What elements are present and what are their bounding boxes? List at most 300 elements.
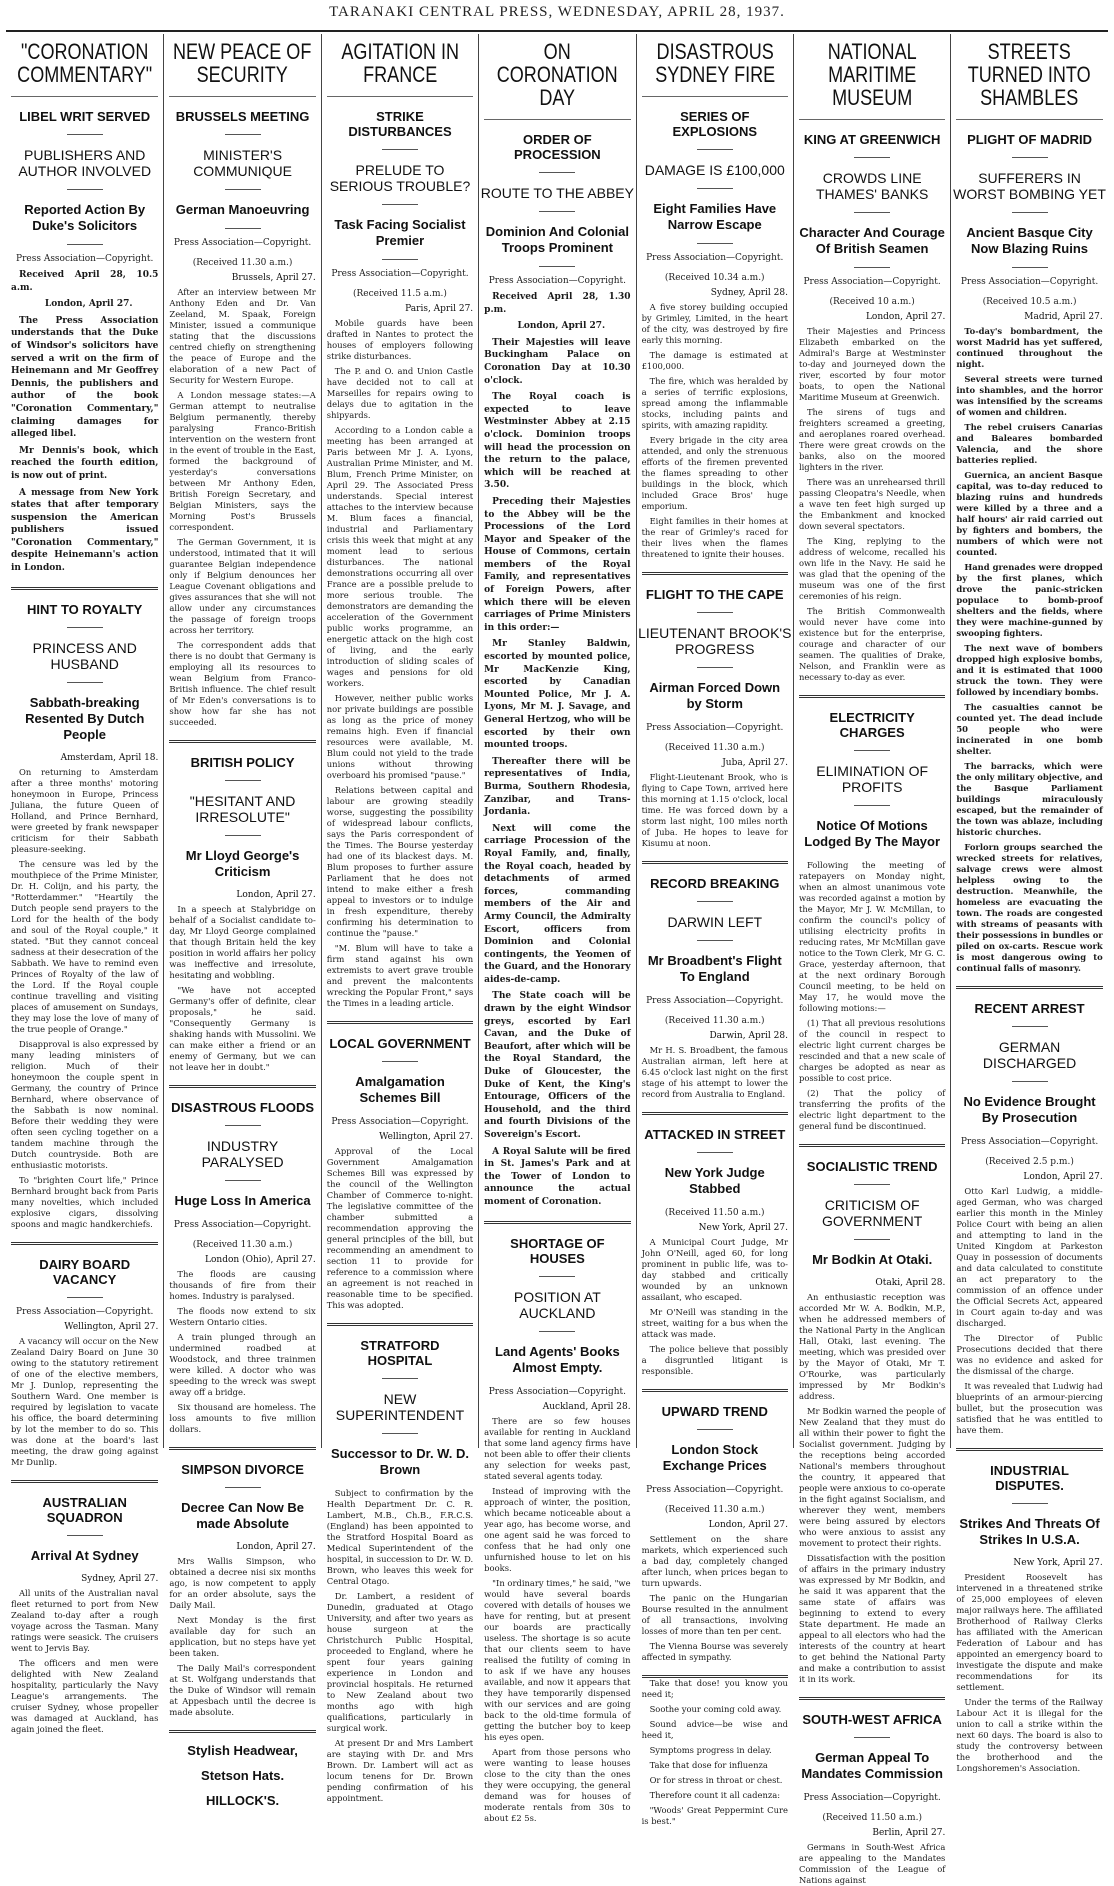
paragraph: "M. Blum will have to take a firm stand against his own extremists to avert grave trouble and prevent the malcontents wrecking the Popular Front," says the Times in a leading article. [326,943,474,1008]
paragraph: A London message states:—A German attempt to neutralise Belgium permanently, thereby paralysing Franco-British intervention on the western front in the event of trouble in the East, formed the background of yesterday's conversations between Mr Anthony Eden, British Foreign Secretary, and Belgian Ministers, says the Morning Post's Brussels correspondent. [169,390,316,532]
subheading: PRELUDE TO SERIOUS TROUBLE? [329,162,471,194]
paragraph: Flight-Lieutenant Brook, who is flying to Cape Town, arrived here this morning at 1.15 o'clock, local time. He was forced down by a storm last night, 100 miles north of Juba. He hopes to leave for Kisumu at noon. [641,772,788,848]
subheading: SERIES OF EXPLOSIONS [672,109,758,139]
advertisement-line: HILLOCK'S. [206,1793,280,1808]
subheading: Decree Can Now Be made Absolute [181,1500,304,1531]
subheading: Eight Families Have Narrow Escape [653,201,777,232]
paragraph: After an interview between Mr Anthony Eden and Dr. Van Zeeland, M. Spaak, Foreign Minister, issued a communique stating that the discussions centred chiefly on strengthening the peace of Europe and the elaboration of a new Pact of Security for Western Europe. [169,287,316,385]
divider [854,212,890,213]
paragraph: The P. and O. and Union Castle have decided not to call at Marseilles for repairs owing to delays due to agitation in the shipyards. [326,366,474,420]
headline: AGITATION IN FRANCE [341,39,459,87]
paragraph: At present Dr and Mrs Lambert are staying with Dr. and Mrs Brown. Dr. Lambert will act as locum tenens for Dr. Brown pending confirmation of his appointment. [326,1738,474,1803]
paragraph: Mrs Wallis Simpson, who obtained a decree nisi six months ago, is now competent to apply for an order absolute, says the Daily Mail. [169,1556,316,1610]
divider [11,1242,158,1245]
byline: Press Association—Copyright. [960,1137,1099,1147]
divider [169,740,315,743]
divider [539,211,575,212]
byline: Press Association—Copyright. [331,1117,469,1127]
divider [539,1276,575,1277]
paragraph: The censure was led by the mouthpiece of the Prime Minister, Dr. H. Colijn, and his party, the "Rotterdammer." "Heartily the Dutch people send prayers to the Lord for the health of the body and soul of the Royal couple," it stated. "But they cannot conceal sadness at their desecration of the Sabbath. We have to remind even Princes of Royalty of the law of the Lord. If the Royal couple continue travelling and visiting places of amusement on Sundays, they may lose the love of many of the true people of Orange." [11,858,159,1034]
paragraph: (1) That all previous resolutions of the council in respect to electric light current charges be rescinded and that a new scale of charges be adopted as near as possible to cost price. [798,1018,946,1083]
paragraph: The Vienna Bourse was severely affected in sympathy. [641,1641,788,1662]
advert-verse-line: Soothe your coming cold away. [649,1704,782,1714]
divider [956,1448,1102,1451]
section-heading: ATTACKED IN STREET [644,1127,786,1142]
byline: Press Association—Copyright. [173,1220,312,1230]
divider [697,243,733,244]
divider [169,1085,315,1088]
subheading: Mr Lloyd George's Criticism [185,848,300,879]
divider [484,1221,630,1224]
divider [225,1487,261,1488]
subheading: Reported Action By Duke's Solicitors [24,202,146,233]
section-heading: BRITISH POLICY [190,755,295,770]
paragraph: The Daily Mail's correspondent at St. Wolfgang understands that the Duke of Windsor will remain at Appesbach until the decree is made absolute. [169,1663,316,1717]
byline: Press Association—Copyright. [803,1793,941,1803]
subheading: Mr Bodkin At Otaki. [812,1252,933,1267]
dateline: Amsterdam, April 18. [60,752,159,763]
paragraph: Eight families in their homes at the rear of Grimley's raced for their lives when the flames threatened to ignite their houses. [641,516,788,559]
divider [697,1152,733,1153]
subheading: Arrival At Sydney [30,1547,139,1563]
paragraph: The police believe that possibly a disgruntled litigant is responsible. [641,1344,788,1376]
masthead: TARANAKI CENTRAL PRESS, WEDNESDAY, APRIL 28, 1937. [329,4,785,20]
paragraph: The King, replying to the address of welcome, recalled his own life in the Navy. He said he was glad that the opening of the museum was one of the first ceremonies of his reign. [798,536,946,601]
divider [327,96,473,97]
divider [642,96,788,97]
paragraph: Otto Karl Ludwig, a middle-aged German, who was charged earlier this month in the Minley Police Court with being an alien and attempting to land in the United Kingdom at Parkeston Quay in possession of documents and data calculated to constitute an act preparatory to the commission of an offence under the Official Secrets Act, appeared in Court again to-day and was discharged. [956,1186,1103,1328]
advert-verse-line: Take that dose! you know you need it; [641,1678,788,1699]
headline: DISASTROUS SYDNEY FIRE [654,39,775,87]
byline: Press Association—Copyright. [488,276,627,286]
divider [67,627,103,628]
divider [697,188,733,189]
subheading: No Evidence Brought By Prosecution [963,1094,1096,1125]
paragraph: Dissatisfaction with the position of affairs in the primary industry was expressed by Mr Bodkin, and he said it was apparent that the same state of affairs was beginning to extend to every State department. He made an appeal to all electors who had the interests of the country at heart to get behind the National Party and make a contribution to assist it in its work. [798,1553,946,1684]
paragraph: "We have not accepted Germany's offer of definite, clear proposals," he said. "Consequently Germany is shaking hands with Mussolini. We can make either a friend or an enemy of Germany, but we can not leave her in doubt." [169,985,316,1072]
divider [697,667,733,668]
paragraph: The British Commonwealth would never have come into existence but for the enterprise, courage and character of our seamen. The qualities of Drake, Nelson, and Franklin were as necessary to-day as ever. [798,606,946,682]
subheading: Huge Loss In America [174,1193,311,1208]
received-line: (Received 11.30 a.m.) [664,743,765,753]
subheading: Sabbath-breaking Resented By Dutch People [25,694,145,742]
paragraph: To "brighten Court life," Prince Bernhard brought back from Paris many novelties, which included explosive cigars, dissolving spoons and magic handkerchiefs. [11,1174,159,1229]
subheading: PLIGHT OF MADRID [967,132,1092,147]
dateline: Paris, April 27. [405,304,474,314]
received-line: (Received 11.5 a.m.) [353,289,447,299]
divider [642,1112,788,1115]
section-heading: ELECTRICITY CHARGES [829,710,915,740]
divider [67,134,103,135]
subheading: Land Agents' Books Almost Empty. [495,1343,620,1375]
byline: Press Association—Copyright. [16,254,154,264]
advert-verse-line: Symptoms progress in delay. [649,1745,772,1755]
section-heading: SIMPSON DIVORCE [181,1462,304,1477]
paragraph: Next will come the carriage Procession of the Royal Family, and, finally, the Royal coach, headed by detachments of armed forces, commanding members of the Air and Army Council, the Admiralty Escort, officers from Dominion and Colonial contingents, the Yeomen of the Guard, and the Honorary aides-de-camp. [484,823,631,985]
paragraph: A train plunged through an undermined roadbed at Woodstock, and three trainmen were killed. A doctor who was speeding to the wreck was swept away off a bridge. [169,1332,316,1397]
paragraph: The German Government, it is understood, intimated that it will guarantee Belgian independence only if Belgium denounces her League Covenant obligations and gives assurances that she will not allow under any circumstances the passage of foreign troops across her territory. [169,537,316,635]
paragraph: Forlorn groups searched the wrecked streets for relatives, salvage crews were almost helpless owing to the destruction. Meanwhile, the homeless are evacuating the town. The roads are congested with streams of peasants with their possessions in bundles or piled on ox-carts. Rescue work is most dangerous owing to continual falls of masonry. [956,842,1103,973]
paragraph: A Municipal Court Judge, Mr John O'Neill, aged 60, for long prominent in public life, was to-day stabbed and critically wounded by an unknown assailant, who escaped. [641,1237,788,1302]
paragraph: In a speech at Stalybridge on behalf of a Socialist candidate to-day, Mr Lloyd George complained that though Britain held the key position in world affairs her policy was ineffective and irresolute, hesitating and wobbling. [169,904,316,980]
dateline: London, April 27. [708,1520,788,1530]
dateline: Berlin, April 27. [872,1828,946,1838]
dateline: London, April 27. [517,321,606,332]
subheading: LIEUTENANT BROOK'S PROGRESS [638,625,792,657]
paragraph: Under the terms of the Railway Labour Act it is illegal for the union to call a strike within the next 60 days. The board is also to study the controversy between the brotherhood and the Longshoremen's Association. [956,1697,1103,1773]
divider [382,149,418,150]
byline: Press Association—Copyright. [803,277,941,287]
paragraph: The sirens of tugs and freighters screamed a greeting, and aeroplanes roared overhead. There were great crowds on the banks, also on the moored lighters in the river. [798,407,946,472]
advert-verse-line: Or for stress in throat or chest. [649,1775,783,1785]
advert-verse-line: "Woods' Great Peppermint Cure is best." [641,1805,788,1826]
paragraph: An enthusiastic reception was accorded Mr W. A. Bodkin, M.P., when he addressed members of the National Party in the Anglican Hall, Otaki, last evening. The meeting, which was presided over by the Mayor of Otaki, Mr T. O'Rourke, was particularly impressed by Mr Bodkin's address. [798,1292,946,1401]
divider [697,1429,733,1430]
divider [382,259,418,260]
paragraph: There was an unrehearsed thrill passing Cleopatra's Needle, when a wave ten feet high surged up the Embankment and knocked down several spectators. [798,477,946,531]
divider [11,96,158,97]
subheading: LIBEL WRIT SERVED [19,109,151,124]
paragraph: The damage is estimated at £100,000. [641,350,788,371]
paragraph: Mr H. S. Broadbent, the famous Australian airman, left here at 6.45 o'clock last night on the first stage of his attempt to lower the record from Australia to England. [641,1045,788,1099]
subheading: Mr Broadbent's Flight To England [647,953,782,984]
paragraph: The Royal coach is expected to leave Westminster Abbey at 2.15 o'clock. Dominion troops will head the procession on the return to the palace, which will be reached at 3.50. [484,392,631,491]
divider [382,1061,418,1062]
divider [67,1297,103,1298]
column-4 [478,34,635,1823]
received-line: (Received 11.50 a.m.) [822,1813,922,1823]
section-heading: AUSTRALIAN SQUADRON [42,1494,127,1525]
subheading: DARWIN LEFT [667,914,763,930]
paragraph: Their Majesties and Princess Elizabeth embarked on the Admiral's Barge at Westminster to-day and journeyed down the river, escorted by four motor boats, to open the National Maritime Museum at Greenwich. [798,326,946,402]
received-line: (Received 10.34 a.m.) [664,273,765,283]
subheading: Successor to Dr. W. D. Brown [330,1446,469,1477]
paragraph: A vacancy will occur on the New Zealand Dairy Board on June 30 owing to the statutory retirement of one of the elective members, Mr J. Dunlop, representing the Southern Ward. One member is required by legislation to vacate his office, the board determining by lot the member to do so. This was done at the board's last meeting, the draw going against Mr Dunlip. [11,1335,159,1467]
divider [1012,267,1048,268]
subheading: NEW SUPERINTENDENT [335,1391,465,1423]
section-heading: LOCAL GOVERNMENT [329,1036,471,1051]
paragraph: Preceding their Majesties to the Abbey will be the Processions of the Lord Mayor and Speaker of the House of Commons, certain members of the Royal Family, and representatives of Foreign Powers, after which there will be eleven carriages of Prime Ministers in this order:— [484,496,631,633]
section-heading: DISASTROUS FLOODS [171,1100,315,1115]
dateline: London, April 27. [1023,1172,1103,1182]
received-line: (Received 11.30 a.m.) [664,1016,765,1026]
paragraph: Mobile guards have been drafted in Nantes to protect the houses of employers following strike disturbances. [326,318,474,361]
divider [697,612,733,613]
paragraph: The Press Association understands that the Duke of Windsor's solicitors have served a writ on the firm of Heinemann and Mr Geoffrey Dennis, the publishers and author of the book "Coronation Commentary," claiming damages for alleged libel. [11,315,159,440]
subheading: POSITION AT AUCKLAND [513,1288,601,1321]
subheading: London Stock Exchange Prices [662,1442,767,1473]
divider [854,157,890,158]
divider [799,1697,945,1700]
subheading: Ancient Basque City Now Blazing Ruins [966,225,1093,256]
dateline: Brussels, April 27. [231,273,316,283]
subheading: DAMAGE IS £100,000 [644,162,785,178]
subheading: New York Judge Stabbed [664,1165,765,1196]
paragraph: Thereafter there will be representatives of India, Burma, Southern Rhodesia, Zanzibar, and Trans-Jordania. [484,756,631,818]
divider [642,861,788,864]
paragraph: Approval of the Local Government Amalgamation Schemes Bill was expressed by the council of the Wellington Chamber of Commerce to-night. The legislative committee of the chamber submitted a recommendation approving the general principles of the bill, but recommending an amendment to section 11 to provide for reference to a commission where an agreement is not reached in reasonable time to be specified. This was adopted. [326,1146,474,1310]
divider [225,189,261,190]
divider [854,1184,890,1185]
paragraph: Their Majesties will leave Buckingham Palace on Coronation Day at 10.30 o'clock. [484,337,631,386]
received-line: (Received 2.5 p.m.) [985,1157,1074,1167]
divider [169,1730,315,1733]
paragraph: Germans in South-West Africa are appealing to the Mandates Commission of the League of Nations against [798,1842,946,1885]
received-line: (Received 10 a.m.) [829,297,915,307]
divider [539,172,575,173]
paragraph: Hand grenades were dropped by the first planes, which drove the panic-stricken populace to bomb-proof shelters and the fields, where they were machine-gunned by swooping fighters. [956,562,1103,638]
divider [642,572,788,575]
divider [327,1021,473,1024]
dateline: London (Ohio), April 27. [205,1255,316,1265]
paragraph: The floods are causing thousands of fire from their homes. Industry is paralysed. [169,1269,316,1301]
subheading: Task Facing Socialist Premier [334,217,466,248]
received-line: (Received 11.50 a.m.) [664,1208,765,1218]
divider [1012,1081,1048,1082]
subheading: STRIKE DISTURBANCES [348,109,452,139]
divider [11,587,158,590]
dateline: London, April 27. [865,312,946,322]
paragraph: To-day's bombardment, the worst Madrid has yet suffered, continued throughout the night. [956,326,1103,369]
paragraph: Mr Dennis's book, which reached the fourth edition, is now out of print. [11,445,159,481]
byline: Press Association—Copyright. [960,277,1099,287]
byline: Press Association—Copyright. [646,253,784,263]
divider [697,149,733,150]
divider [799,119,945,120]
subheading: KING AT GREENWICH [803,132,941,147]
divider [1012,1026,1048,1027]
divider [799,1144,945,1147]
paragraph: Settlement on the share markets, which experienced such a bad day, completely changed after lunch, when prices began to turn upwards. [641,1534,788,1588]
paragraph: Following the meeting of ratepayers on Monday night, when an almost unanimous vote was recorded against a motion by the Mayor, Mr J. W. McMillan, to confirm the council's policy of utilising electricity profits in reducing rates, Mr McMillan gave notice to the Town Clerk, Mr G. C. Grace, yesterday afternoon, that at the next ordinary Borough Council meeting, to be held on May 17, he would move the following motions:— [798,860,946,1013]
paragraph: Apart from those persons who were wanting to lease houses close to the city than the ones they were occupying, the general demand was for houses of moderate rentals from 30s to about £2 5s. [484,1746,631,1823]
paragraph: However, neither public works nor private buildings are possible as long as the price of money remains high. Even if financial resources were available, M. Blum could not yield to the trade unions without throwing overboard his promised "pause." [326,693,474,780]
dateline: Darwin, April 28. [709,1031,788,1041]
advertisement-line: Stylish Headwear, [187,1743,298,1758]
paragraph: Next Monday is the first available day for such an application, but no steps have yet been taken. [169,1615,316,1658]
paragraph: Dr. Lambert, a resident of Dunedin, graduated at Otago University, and after two years as house surgeon at the Christchurch Public Hospital, proceeded to England, where he spent four years gaining experience in London and provincial hospitals. He returned to New Zealand about two months ago with high qualifications, particularly in surgical work. [326,1591,474,1733]
subheading: MINISTER'S COMMUNIQUE [193,147,292,179]
headline: "CORONATION COMMENTARY" [17,39,153,87]
paragraph: The officers and men were delighted with New Zealand hospitality, particularly the Navy League's arrangements. The cruiser Sydney, whose propeller was damaged at Auckland, has again joined the fleet. [11,1657,159,1734]
column-5 [636,34,793,1826]
dateline: New York, April 27. [698,1223,788,1233]
dateline: London, April 27. [236,1542,316,1552]
divider [169,1447,315,1450]
column-3 [321,34,478,1803]
divider [225,835,261,836]
paragraph: Six thousand are homeless. The loss amounts to five million dollars. [169,1402,316,1434]
subheading: PUBLISHERS AND AUTHOR INVOLVED [18,147,152,179]
column-1 [6,34,163,1734]
divider [1012,212,1048,213]
advert-verse-line: Take that dose for influenza [649,1760,768,1770]
section-heading: HINT TO ROYALTY [27,601,143,617]
divider [697,940,733,941]
divider [854,805,890,806]
paragraph: Guernica, an ancient Basque capital, was to-day reduced to blazing ruins and hundreds were killed by a three and a half hours' air raid carried out by fighters and bombers, the numbers of which were not counted. [956,470,1103,557]
divider [484,119,630,120]
divider [225,228,261,229]
received-line: (Received 11.30 a.m.) [192,1240,293,1250]
paragraph: A five storey building occupied by Grimley, Limited, in the heart of the city, was destroyed by fire early this morning. [641,302,788,345]
divider [382,1433,418,1434]
dateline: London, April 27. [236,890,316,900]
paragraph: All units of the Australian naval fleet returned to port from New Zealand to-day after a rough voyage across the Tasman. Many ratings were seasick. The cruisers went to Jervis Bay. [11,1587,159,1653]
paragraph: The fire, which was heralded by a series of terrific explosions, spread among the inflammable stocks, including paints and spirits, with amazing rapidity. [641,376,788,430]
section-heading: DAIRY BOARD VACANCY [39,1256,131,1287]
subheading: BRUSSELS MEETING [175,109,310,124]
subheading: ELIMINATION OF PROFITS [816,763,929,795]
subheading: Strikes And Threats Of Strikes In U.S.A. [959,1516,1100,1547]
dateline: Auckland, April 28. [542,1401,631,1412]
paragraph: "In ordinary times," he said, "we would have several boards covered with details of houses we have for renting, but at present our boards are practically useless. The shortage is so acute that our clients seem to have realised the futility of coming in to ask if we have any houses available, and now it appears that they have temporarily dispensed with our services and are going back to the old-time formula of getting the butcher boy to keep his eyes open. [484,1577,631,1742]
subheading: CRITICISM OF GOVERNMENT [821,1197,923,1229]
paragraph: Subject to confirmation by the Health Department Dr. C. R. Lambert, M.B., Ch.B., F.R.C.S. (England) has been appointed to the Stratford Hospital Board as Medical Superintendent of the hospital, in succession to Dr. W. D. Brown, who leaves this week for Central Otago. [326,1488,474,1586]
advert-verse-line: Sound advice—be wise and heed it, [641,1719,788,1740]
column-6 [793,34,950,1885]
divider [642,1389,788,1392]
dateline: London, April 27. [44,299,133,310]
dateline: Wellington, April 27. [379,1132,474,1142]
divider [697,901,733,902]
paragraph: Relations between capital and labour are growing steadily worse, suggesting the possibility of widespread labour conflicts, says the Paris correspondent of the Times. The Bourse yesterday had one of its blackest days. M. Blum proposes to further assure Parliament that he does not intend to make either a fresh appeal to investors or to indulge in fresh expenditure, thereby confirming his determination to continue the "pause." [326,785,474,938]
paragraph: Several streets were turned into shambles, and the horror was intensified by the screams of women and children. [956,374,1103,417]
subheading: German Appeal To Mandates Commission [801,1750,943,1781]
paragraph: According to a London cable a meeting has been arranged at Paris between Mr J. A. Lyons, Australian Prime Minister, and M. Blum, French Prime Minister, on April 29. The Associated Press understands. Special interest attaches to the interview because M. Blum faces a financial, industrial and Parliamentary crisis this week that might at any moment lead to serious disturbances. The national demonstrations occurring all over France are a possible prelude to more serious trouble. The demonstrators are demanding the acceleration of the Government public works programme, an energetic attack on the high cost of living, and the early introduction of sliding scales of wages and pensions for old workers. [326,425,474,688]
paragraph: Mr Bodkin warned the people of New Zealand that they must do all within their power to fight the Socialist government. Judging by the receptions being accorded National's members throughout the country, it appeared that people were anxious to co-operate in the fight against Socialism, and wherever they went, members were being assured by electors who were anxious to assist any movement to protect their rights. [798,1406,946,1548]
section-heading: RECORD BREAKING [650,876,780,891]
headline: NEW PEACE OF SECURITY [173,39,312,87]
divider [382,204,418,205]
subheading: INDUSTRY PARALYSED [201,1138,284,1170]
divider [854,1737,890,1738]
byline: Press Association—Copyright. [331,269,469,279]
divider [539,266,575,267]
subheading: GERMAN DISCHARGED [982,1039,1077,1071]
divider [225,134,261,135]
section-heading: STRATFORD HOSPITAL [360,1338,440,1368]
paragraph: The correspondent adds that there is no doubt that Germany is employing all its resources to wean Belgium from Franco-British influence. The chief result of Mr Eden's conversations is to show how far she has not succeeded. [169,640,316,727]
headline: NATIONAL MARITIME MUSEUM [827,39,917,110]
divider [225,780,261,781]
paragraph: (2) That the policy of transferring the profits of the electric light department to the general fund be discontinued. [798,1088,946,1131]
byline: Press Association—Copyright. [646,723,784,733]
divider [327,1323,473,1326]
section-heading: INDUSTRIAL DISPUTES. [990,1463,1069,1493]
received-line: (Received 11.30 a.m.) [192,258,293,268]
column-7 [950,34,1107,1773]
paragraph: On returning to Amsterdam after a three months' motoring honeymoon in Europe, Princess Juliana, the future Queen of Holland, and Prince Bernhard, were greeted by frank newspaper criticism for their Sabbath pleasure-seeking. [11,766,159,854]
advertisement-line: Stetson Hats. [201,1768,285,1783]
subheading: Character And Courage Of British Seamen [799,225,945,256]
byline: Press Association—Copyright. [646,996,784,1006]
dateline: Sydney, April 27. [81,1573,159,1584]
divider [956,986,1102,989]
divider [11,1480,158,1483]
paragraph: The casualties cannot be counted yet. The dead include 50 people who were incinerated in one bomb shelter. [956,702,1103,756]
paragraph: Instead of improving with the approach of winter, the position, which became noticeable about a year ago, has become worse, and one agent said he was forced to confess that he had only one unfurnished house to let on his books. [484,1485,631,1573]
dateline: Wellington, April 27. [64,1321,159,1332]
subheading: Dominion And Colonial Troops Prominent [485,224,629,255]
divider [799,695,945,698]
dateline: Sydney, April 28. [710,288,788,298]
received-line: Received April 28, 1.30 p.m. [484,292,631,315]
subheading: Airman Forced Down by Storm [649,680,781,711]
paragraph: The next wave of bombers dropped high explosive bombs, and it is estimated that 1000 struck the town. They were followed by incendiary bombs. [956,643,1103,697]
subheading: German Manoeuvring [175,202,310,217]
section-heading: SOCIALISTIC TREND [806,1159,938,1174]
paragraph: President Roosevelt has intervened in a threatened strike of 25,000 employees of eleven major railways here. The affiliated Brotherhood of Railway Clerks has affiliated with the American Federation of Labour and has appointed an emergency board to investigate the dispute and make recommendations for its settlement. [956,1572,1103,1692]
dateline: Madrid, April 27. [1024,312,1103,322]
received-line: (Received 11.30 a.m.) [664,1505,765,1515]
paragraph: A Royal Salute will be fired in St. James's Park and at the Tower of London to announce the actual moment of Coronation. [484,1146,631,1207]
section-heading: UPWARD TREND [661,1404,768,1419]
dateline: Juba, April 27. [722,758,788,768]
headline: ON CORONATION DAY [496,39,618,110]
divider [67,682,103,683]
paragraph: Every brigade in the city area attended, and only the strenuous efforts of the firemen prevented the flames spreading to other buildings in the block, which included Grace Bros' huge emporium. [641,435,788,511]
headline: STREETS TURNED INTO SHAMBLES [968,39,1092,110]
divider [854,1239,890,1240]
newspaper-page [6,34,1108,1885]
subheading: "HESITANT AND IRRESOLUTE" [189,793,296,825]
paragraph: A message from New York states that after temporary suspension the American publishers issued "Coronation Commentary," despite Heinemann's action in London. [11,487,159,574]
received-line: Received April 28, 10.5 a.m. [11,270,159,293]
byline: Press Association—Copyright. [646,1485,784,1495]
paragraph: Mr Stanley Baldwin, escorted by mounted police, Mr MacKenzie King, escorted by Canadian Mounted Police, Mr J. A. Lyons, Mr M. J. Savage, and General Hertzog, who will be escorted by their own mounted troops. [484,639,631,751]
subheading: Amalgamation Schemes Bill [355,1074,445,1105]
divider [382,1378,418,1379]
divider [225,1180,261,1181]
paragraph: The barracks, which were the only military objective, and the Basque Parliament buildings miraculously escaped, but the remainder of the town was ablaze, including historic churches. [956,761,1103,837]
dateline: New York, April 27. [1013,1558,1103,1568]
subheading: ORDER OF PROCESSION [514,132,601,162]
received-line: (Received 10.5 a.m.) [982,297,1077,307]
section-heading: RECENT ARREST [974,1001,1085,1016]
divider [956,119,1102,120]
subheading: CROWDS LINE THAMES' BANKS [815,170,929,202]
column-2 [163,34,320,1808]
dateline: Otaki, April 28. [875,1278,946,1288]
paragraph: The floods now extend to six Western Ontario cities. [169,1306,316,1327]
subheading: Notice Of Motions Lodged By The Mayor [804,818,941,849]
subheading: ROUTE TO THE ABBEY [480,185,634,201]
divider [1012,157,1048,158]
byline: Press Association—Copyright. [16,1306,154,1317]
paragraph: The Director of Public Prosecutions decided that there was no evidence and asked for the dismissal of the charge. [956,1333,1103,1376]
paragraph: There are so few houses available for renting in Auckland that some land agency firms have not been able to offer their clients any selection for weeks past, stated several agents today. [484,1415,631,1481]
divider [67,189,103,190]
paragraph: The panic on the Hungarian Bourse resulted in the annulment of all transactions, involving losses of more than ten per cent. [641,1593,788,1636]
divider [67,244,103,245]
paragraph: The State coach will be drawn by the eight Windsor greys, escorted by Earl Cavan, and the Duke of Beaufort, after which will be the Royal Standard, the Duke of Gloucester, the Duke of Kent, the King's Entourage, Officers of the Household, and the third and fourth Divisions of the Sovereign's Escort. [484,991,631,1140]
divider [67,1535,103,1536]
paragraph: Disapproval is also expressed by many leading ministers of religion. Much of their honeymoon the couple spent in Germany, the country of Prince Bernhard, where observance of the Sabbath is now nominal. Before their wedding they were often seen cycling together on a tandem machine through the Dutch countryside. Both are enthusiastic motorists. [11,1038,159,1170]
section-heading: SHORTAGE OF HOUSES [510,1235,605,1266]
advert-verse-line: Therefore count it all cadenza: [649,1790,781,1800]
subheading: PRINCESS AND HUSBAND [32,639,137,672]
divider [854,750,890,751]
byline: Press Association—Copyright. [488,1386,627,1397]
paragraph: It was revealed that Ludwig had blueprints of an armour-piercing bullet, but the prosecution was satisfied that he was entitled to have them. [956,1381,1103,1435]
masthead-rule [6,30,1108,32]
paragraph: The rebel cruisers Canarias and Baleares bombarded Valencia, and the shore batteries replied. [956,422,1103,465]
divider [854,267,890,268]
byline: Press Association—Copyright. [173,238,312,248]
paragraph: Mr O'Neill was standing in the street, waiting for a bus when the attack was made. [641,1307,788,1339]
divider [169,96,315,97]
